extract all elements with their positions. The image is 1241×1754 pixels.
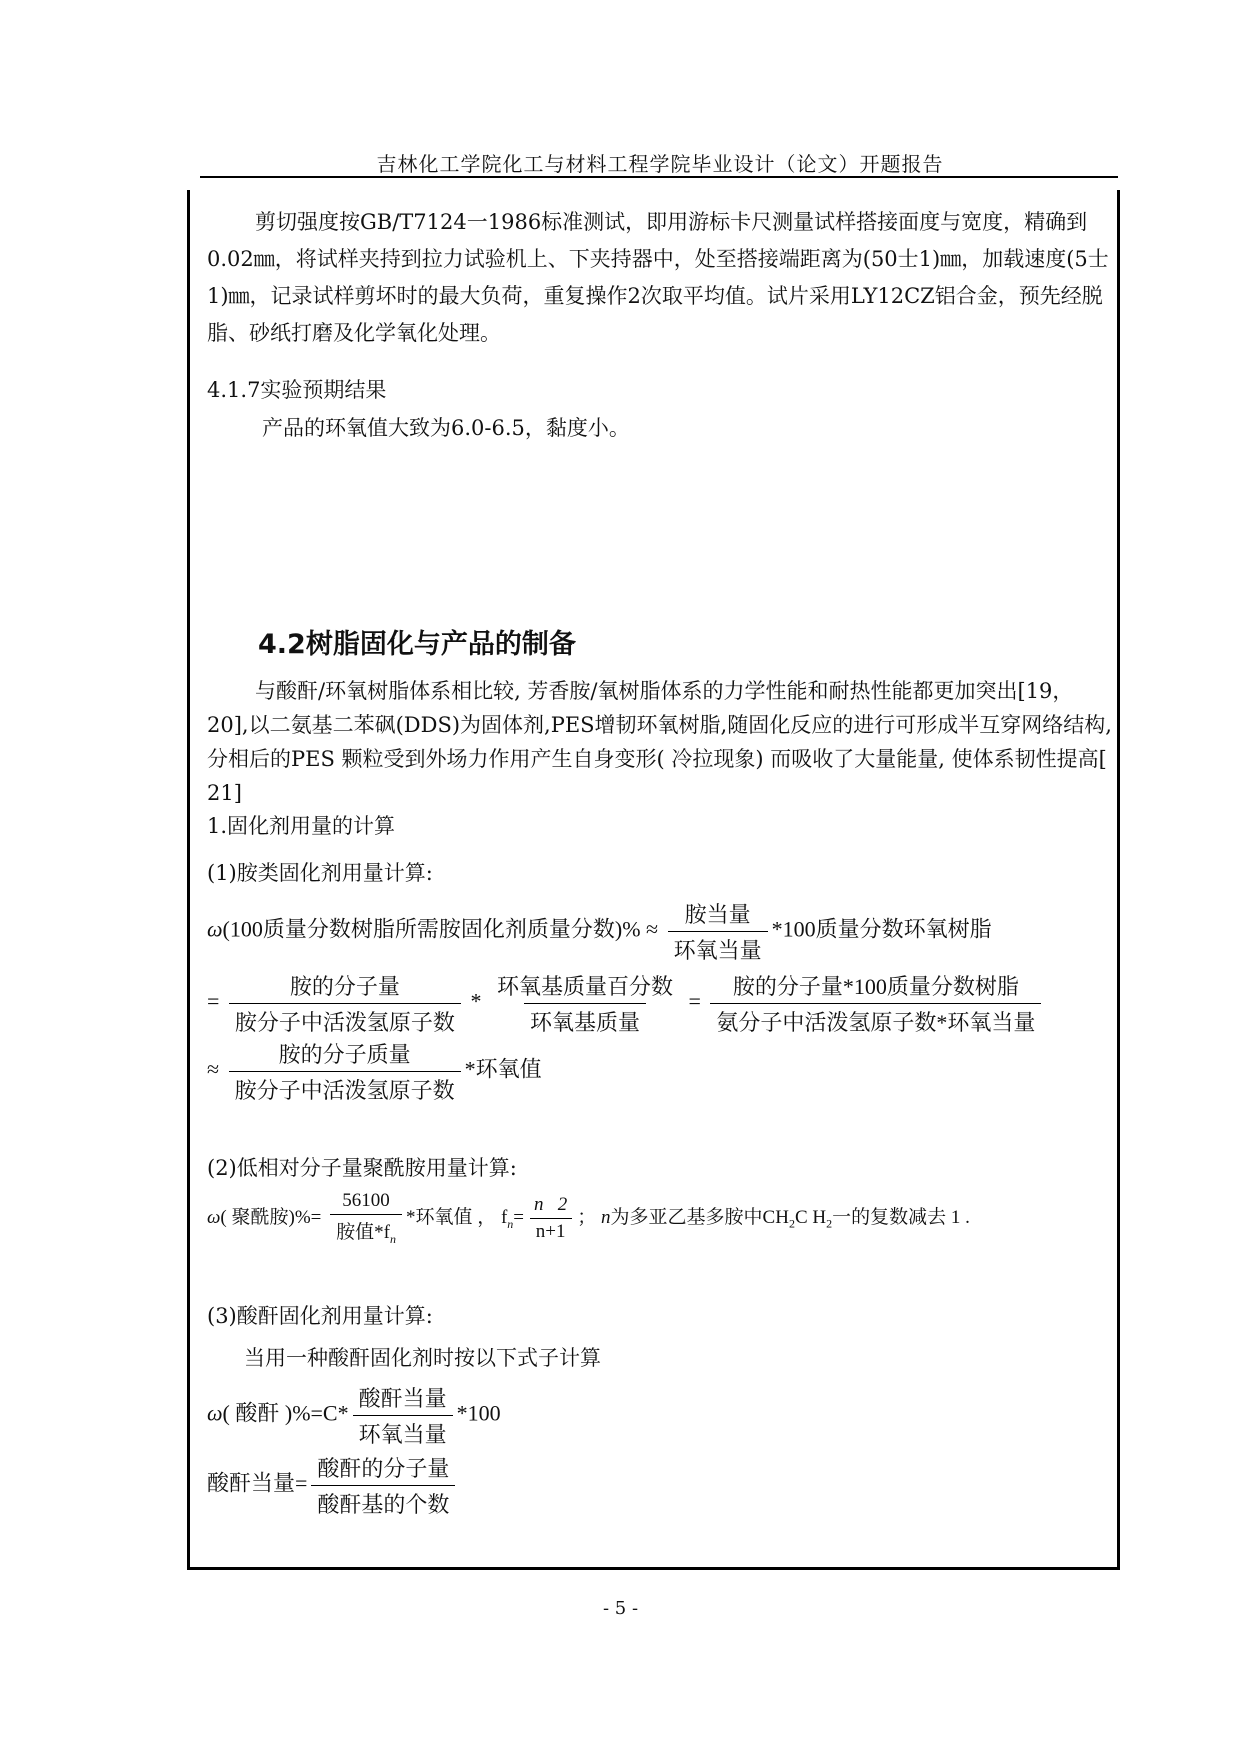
eq4-note-mid: C H xyxy=(794,1206,827,1228)
eq1-lhs: (100质量分数树脂所需胺固化剂质量分数)% xyxy=(222,916,641,942)
item-1: 1.固化剂用量的计算 xyxy=(207,814,396,838)
eq5-den: 环氧当量 xyxy=(353,1415,453,1449)
equation-3 xyxy=(207,1038,542,1105)
fn-f: f xyxy=(500,1206,508,1228)
eq6-den: 酸酐基的个数 xyxy=(311,1485,455,1519)
eq4-num: 56100 xyxy=(342,1190,390,1211)
fn-fraction xyxy=(528,1194,573,1243)
eq3-approx: ≈ xyxy=(207,1056,220,1082)
eq4-lhs: ( 聚酰胺)%= xyxy=(220,1206,322,1228)
eq4-den-text: 胺值*f xyxy=(336,1222,390,1243)
eq2-f1-num: 胺的分子量 xyxy=(289,974,400,999)
eq2-f2-num: 环氧基质量百分数 xyxy=(496,974,673,999)
header-rule xyxy=(200,176,1118,178)
equation-5 xyxy=(207,1382,501,1449)
equation-4 xyxy=(207,1190,970,1247)
eq2-f1-den: 胺分子中活泼氢原子数 xyxy=(229,1003,461,1037)
intro-paragraph: 与酸酐/环氧树脂体系相比较, 芳香胺/氧树脂体系的力学性能和耐热性能都更加突出[19，20],以二氨基二苯砜(DDS)为固体剂,PES增韧环氧树脂,随固化反应的进行可形成半互穿网络结构, 分相后的PES 颗粒受到外场力作用产生自身变形( 冷拉现象) 而吸收了大量能量, 使体系韧性提高[ 21] xyxy=(207,679,1112,805)
sub-2: (2)低相对分子量聚酰胺用量计算: xyxy=(207,1156,517,1180)
eq6-fraction xyxy=(311,1452,455,1519)
eq3-tail: *环氧值 xyxy=(464,1056,542,1082)
eq1-tail: *100质量分数环氧树脂 xyxy=(771,916,992,942)
eq3-den: 胺分子中活泼氢原子数 xyxy=(229,1071,461,1105)
eq3-num: 胺的分子质量 xyxy=(278,1042,411,1067)
eq2-fraction-2 xyxy=(491,970,679,1037)
expected-result: 产品的环氧值大致为6.0-6.5，黏度小。 xyxy=(262,416,630,440)
eq5-num: 酸酐当量 xyxy=(358,1386,447,1411)
equation-1 xyxy=(207,898,992,965)
subheading-4-1-7: 4.1.7实验预期结果 xyxy=(207,378,387,402)
eq4-note-sub1: 2 xyxy=(788,1216,795,1231)
omega-symbol-2: ω xyxy=(207,1206,221,1228)
omega-symbol-3: ω xyxy=(207,1400,223,1426)
eq4-note-sub2: 2 xyxy=(826,1216,833,1231)
shear-strength-paragraph: 剪切强度按GB/T7124一1986标准测试，即用游标卡尺测量试样搭接面度与宽度，精确到0.02㎜，将试样夹持到拉力试验机上、下夹持器中，处至搭接端距离为(50士1)㎜，加载速度(5士1)㎜，记录试样剪坏时的最大负荷，重复操作2次取平均值。试片采用LY12CZ铝合金，预先经脱脂、砂纸打磨及化学氧化处理。 xyxy=(207,210,1109,345)
eq6-num: 酸酐的分子量 xyxy=(317,1456,450,1481)
eq4-note: 为多亚乙基多胺中CH xyxy=(610,1206,789,1228)
eq4-note-sep: ； xyxy=(577,1206,597,1228)
eq1-num: 胺当量 xyxy=(684,902,751,927)
sub-3: (3)酸酐固化剂用量计算: xyxy=(207,1304,433,1328)
section-heading: 4.2树脂固化与产品的制备 xyxy=(258,629,576,660)
eq5-tail: *100 xyxy=(456,1400,501,1426)
eq5-fraction xyxy=(353,1382,453,1449)
eq2-fraction-1 xyxy=(229,970,461,1037)
eq2-f3-num: 胺的分子量*100质量分数树脂 xyxy=(732,974,1019,999)
omega-symbol: ω xyxy=(207,916,223,942)
fn-equals: = xyxy=(513,1206,525,1228)
eq2-star: * xyxy=(470,988,482,1014)
eq2-equals: = xyxy=(207,988,220,1014)
fn-num: n 2 xyxy=(534,1193,568,1215)
eq2-f3-den: 氨分子中活泼氢原子数*环氧当量 xyxy=(710,1003,1041,1037)
eq4-den-sub: n xyxy=(389,1231,396,1246)
eq4-den xyxy=(330,1214,402,1247)
fn-symbol xyxy=(500,1206,514,1231)
eq1-den: 环氧当量 xyxy=(668,931,768,965)
eq2-equals-2: = xyxy=(688,988,701,1014)
eq4-fraction xyxy=(330,1190,402,1247)
eq2-fraction-3 xyxy=(710,970,1041,1037)
equation-2 xyxy=(207,970,1045,1037)
eq1-fraction xyxy=(668,898,768,965)
fn-sub: n xyxy=(507,1216,514,1231)
eq3-fraction xyxy=(229,1038,461,1105)
eq6-lhs: 酸酐当量= xyxy=(207,1470,308,1496)
eq5-lhs: ( 酸酐 )%=C* xyxy=(222,1400,349,1426)
eq4-note-end: 一的复数减去 1 . xyxy=(832,1206,970,1228)
eq4-tail: *环氧值 ， xyxy=(405,1206,497,1228)
eq2-f2-den: 环氧基质量 xyxy=(524,1003,646,1037)
fn-den: n+1 xyxy=(530,1218,572,1243)
eq4-note-n: n xyxy=(601,1206,611,1228)
page-number: - 5 - xyxy=(602,1598,639,1619)
equation-6 xyxy=(207,1452,459,1519)
sub-1: (1)胺类固化剂用量计算: xyxy=(207,861,433,885)
anhydride-note: 当用一种酸酐固化剂时按以下式子计算 xyxy=(244,1346,601,1370)
eq1-approx: ≈ xyxy=(646,916,659,942)
page-header: 吉林化工学院化工与材料工程学院毕业设计（论文）开题报告 xyxy=(376,152,944,176)
